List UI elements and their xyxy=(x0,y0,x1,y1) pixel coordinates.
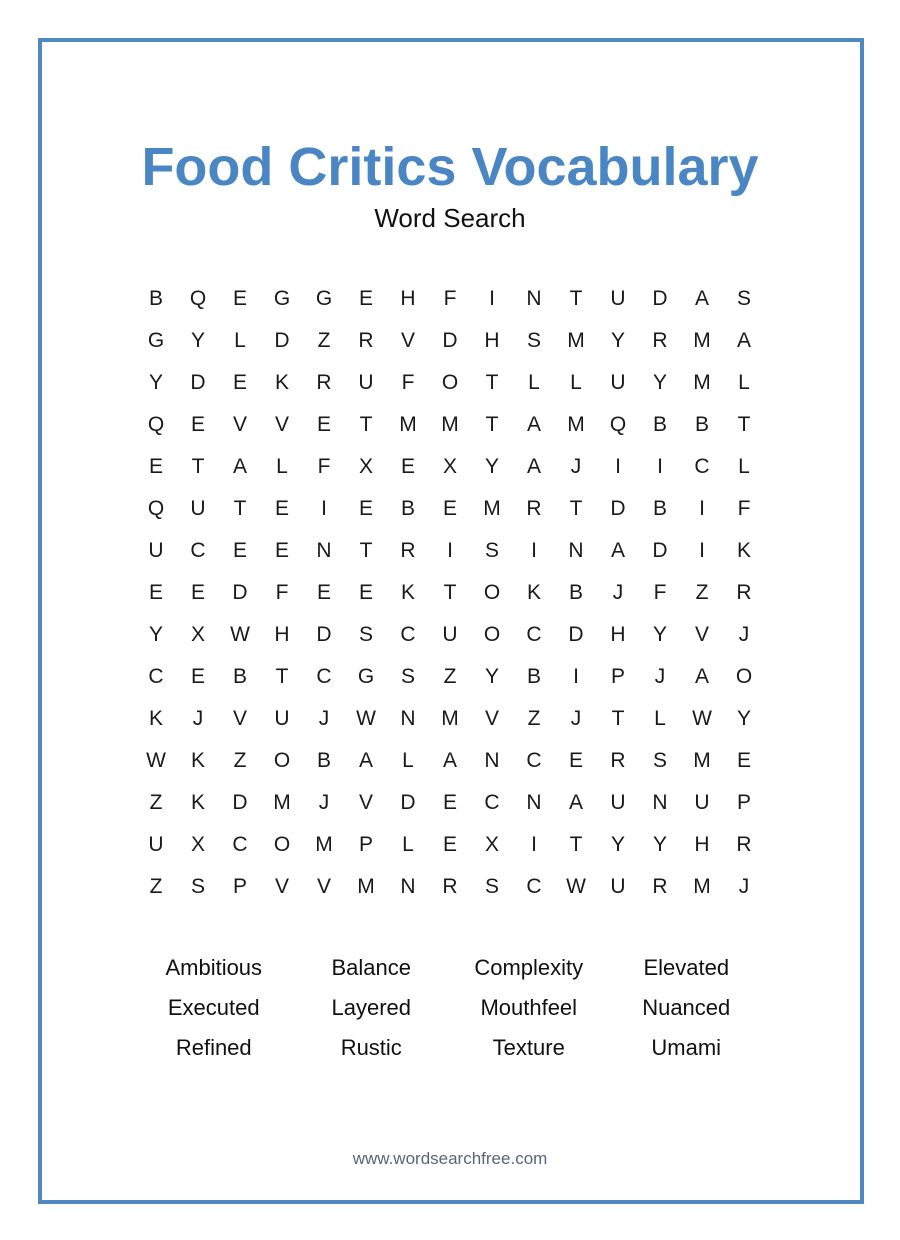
grid-letter: E xyxy=(316,581,331,604)
grid-letter: C xyxy=(316,665,332,688)
grid-letter: U xyxy=(610,287,626,310)
grid-letter: V xyxy=(358,791,373,814)
grid-letter: Y xyxy=(190,329,205,352)
grid-letter: R xyxy=(610,749,626,772)
grid-letter: V xyxy=(232,707,247,730)
grid-letter: K xyxy=(148,707,163,730)
grid-letter: A xyxy=(442,749,457,772)
grid-letter: I xyxy=(615,455,621,478)
grid-letter: X xyxy=(484,833,499,856)
grid-letter: E xyxy=(232,371,247,394)
grid-letter: A xyxy=(526,413,541,436)
grid-letter: K xyxy=(400,581,415,604)
grid-letter: T xyxy=(485,413,499,436)
grid-letter: M xyxy=(567,413,585,436)
grid-letter: V xyxy=(274,413,289,436)
grid-letter: N xyxy=(400,707,416,730)
grid-letter: N xyxy=(400,875,416,898)
grid-letter: M xyxy=(483,497,501,520)
grid-letter: E xyxy=(442,833,457,856)
grid-letter: E xyxy=(442,791,457,814)
grid-letter: J xyxy=(318,707,330,730)
grid-letter: N xyxy=(652,791,668,814)
grid-letter: T xyxy=(611,707,625,730)
grid-letter: V xyxy=(274,875,289,898)
grid-letter: Y xyxy=(652,833,667,856)
grid-letter: J xyxy=(570,707,582,730)
grid-letter: S xyxy=(652,749,667,772)
grid-letter: A xyxy=(526,455,541,478)
grid-letter: M xyxy=(273,791,291,814)
grid-letter: R xyxy=(526,497,542,520)
grid-letter: H xyxy=(274,623,290,646)
grid-letter: G xyxy=(357,665,375,688)
grid-letter: D xyxy=(190,371,206,394)
grid-letter: Z xyxy=(149,791,163,814)
grid-letter: L xyxy=(234,329,246,352)
grid-letter: L xyxy=(738,371,750,394)
grid-letter: J xyxy=(654,665,666,688)
grid-letter: T xyxy=(233,497,247,520)
grid-letter: Y xyxy=(736,707,751,730)
grid-letter: V xyxy=(316,875,331,898)
grid-letter: Z xyxy=(443,665,457,688)
grid-letter: S xyxy=(190,875,205,898)
grid-letter: M xyxy=(693,371,711,394)
grid-letter: B xyxy=(232,665,247,688)
grid-letter: K xyxy=(190,749,205,772)
word-list-item: Mouthfeel xyxy=(480,995,578,1020)
grid-letter: M xyxy=(357,875,375,898)
grid-letter: C xyxy=(484,791,500,814)
grid-letter: B xyxy=(400,497,415,520)
grid-letter: X xyxy=(358,455,373,478)
grid-letter: O xyxy=(273,749,291,772)
grid-letter: L xyxy=(276,455,288,478)
grid-letter: U xyxy=(274,707,290,730)
grid-letter: U xyxy=(610,875,626,898)
grid-letter: Y xyxy=(484,455,499,478)
grid-letter: E xyxy=(274,539,289,562)
grid-letter: C xyxy=(400,623,416,646)
grid-letter: Q xyxy=(189,287,207,310)
grid-letter: X xyxy=(190,833,205,856)
grid-letter: Q xyxy=(609,413,627,436)
grid-letter: J xyxy=(738,623,750,646)
grid-letter: L xyxy=(528,371,540,394)
grid-letter: C xyxy=(694,455,710,478)
grid-letter: B xyxy=(568,581,583,604)
grid-letter: B xyxy=(148,287,163,310)
grid-letter: C xyxy=(148,665,164,688)
grid-letter: I xyxy=(447,539,453,562)
grid-letter: B xyxy=(526,665,541,688)
grid-letter: E xyxy=(190,581,205,604)
grid-letter: V xyxy=(694,623,709,646)
grid-letter: E xyxy=(232,539,247,562)
grid-letter: M xyxy=(441,413,459,436)
grid-letter: M xyxy=(399,413,417,436)
grid-letter: Y xyxy=(148,371,163,394)
grid-letter: L xyxy=(402,833,414,856)
grid-letter: E xyxy=(568,749,583,772)
grid-letter: U xyxy=(358,371,374,394)
grid-letter: S xyxy=(736,287,751,310)
word-list-item: Ambitious xyxy=(165,955,263,980)
grid-letter: C xyxy=(526,749,542,772)
grid-letter: J xyxy=(612,581,624,604)
grid-letter: Y xyxy=(652,623,667,646)
grid-letter: O xyxy=(735,665,753,688)
grid-letter: T xyxy=(737,413,751,436)
grid-letter: E xyxy=(400,455,415,478)
grid-letter: W xyxy=(230,623,250,646)
grid-letter: D xyxy=(232,791,248,814)
grid-letter: U xyxy=(148,833,164,856)
grid-letter: I xyxy=(489,287,495,310)
grid-letter: E xyxy=(148,455,163,478)
grid-letter: I xyxy=(699,497,705,520)
grid-letter: E xyxy=(148,581,163,604)
grid-letter: H xyxy=(484,329,500,352)
grid-letter: W xyxy=(356,707,376,730)
word-list-item: Balance xyxy=(331,955,411,980)
grid-letter: T xyxy=(569,287,583,310)
grid-letter: T xyxy=(359,413,373,436)
grid-letter: Y xyxy=(610,329,625,352)
word-list-item: Umami xyxy=(651,1035,722,1060)
grid-letter: I xyxy=(657,455,663,478)
grid-letter: S xyxy=(484,539,499,562)
grid-letter: O xyxy=(483,623,501,646)
grid-letter: E xyxy=(358,287,373,310)
grid-letter: A xyxy=(694,665,709,688)
grid-letter: D xyxy=(568,623,584,646)
grid-letter: I xyxy=(321,497,327,520)
grid-letter: L xyxy=(738,455,750,478)
grid-letter: O xyxy=(273,833,291,856)
grid-letter: R xyxy=(736,581,752,604)
grid-letter: F xyxy=(737,497,751,520)
grid-letter: R xyxy=(736,833,752,856)
grid-letter: D xyxy=(274,329,290,352)
grid-letter: Q xyxy=(147,497,165,520)
grid-letter: C xyxy=(526,623,542,646)
grid-letter: J xyxy=(738,875,750,898)
grid-letter: I xyxy=(531,539,537,562)
grid-letter: M xyxy=(567,329,585,352)
grid-letter: S xyxy=(400,665,415,688)
grid-letter: M xyxy=(693,329,711,352)
grid-letter: Z xyxy=(149,875,163,898)
grid-letter: D xyxy=(400,791,416,814)
grid-letter: R xyxy=(652,329,668,352)
grid-letter: B xyxy=(652,413,667,436)
grid-letter: U xyxy=(190,497,206,520)
grid-letter: L xyxy=(570,371,582,394)
grid-letter: J xyxy=(192,707,204,730)
grid-letter: N xyxy=(316,539,332,562)
grid-letter: N xyxy=(484,749,500,772)
grid-letter: W xyxy=(146,749,166,772)
grid-letter: A xyxy=(232,455,247,478)
grid-letter: D xyxy=(232,581,248,604)
grid-letter: T xyxy=(485,371,499,394)
grid-letter: T xyxy=(569,833,583,856)
letter-grid xyxy=(135,278,765,908)
grid-letter: A xyxy=(358,749,373,772)
grid-letter: H xyxy=(400,287,416,310)
grid-letter: B xyxy=(652,497,667,520)
grid-letter: C xyxy=(232,833,248,856)
grid-letter: D xyxy=(442,329,458,352)
grid-letter: G xyxy=(315,287,333,310)
grid-letter: K xyxy=(526,581,541,604)
grid-letter: S xyxy=(526,329,541,352)
grid-letter: F xyxy=(443,287,457,310)
grid-letter: Y xyxy=(610,833,625,856)
grid-letter: H xyxy=(694,833,710,856)
grid-letter: F xyxy=(317,455,331,478)
word-list-item: Layered xyxy=(331,995,411,1020)
grid-letter: Z xyxy=(317,329,331,352)
grid-letter: V xyxy=(484,707,499,730)
grid-letter: N xyxy=(526,287,542,310)
grid-letter: M xyxy=(693,749,711,772)
grid-letter: U xyxy=(610,791,626,814)
grid-letter: H xyxy=(610,623,626,646)
grid-letter: Y xyxy=(484,665,499,688)
grid-letter: F xyxy=(653,581,667,604)
grid-letter: E xyxy=(190,413,205,436)
grid-letter: J xyxy=(570,455,582,478)
grid-letter: P xyxy=(358,833,373,856)
grid-letter: P xyxy=(736,791,751,814)
grid-letter: U xyxy=(442,623,458,646)
grid-letter: P xyxy=(610,665,625,688)
grid-letter: U xyxy=(610,371,626,394)
grid-letter: I xyxy=(699,539,705,562)
grid-letter: O xyxy=(441,371,459,394)
word-list-item: Executed xyxy=(167,995,260,1020)
word-list-item: Nuanced xyxy=(642,995,731,1020)
grid-letter: P xyxy=(232,875,247,898)
grid-letter: R xyxy=(442,875,458,898)
grid-letter: T xyxy=(443,581,457,604)
grid-letter: T xyxy=(275,665,289,688)
word-list-item: Refined xyxy=(175,1035,252,1060)
grid-letter: R xyxy=(652,875,668,898)
grid-letter: T xyxy=(191,455,205,478)
grid-letter: Y xyxy=(652,371,667,394)
grid-letter: D xyxy=(316,623,332,646)
grid-letter: Z xyxy=(233,749,247,772)
grid-letter: B xyxy=(694,413,709,436)
footer-url: www.wordsearchfree.com xyxy=(352,1149,548,1168)
grid-letter: A xyxy=(568,791,583,814)
grid-letter: E xyxy=(316,413,331,436)
grid-letter: S xyxy=(358,623,373,646)
grid-letter: K xyxy=(190,791,205,814)
word-list-item: Rustic xyxy=(340,1035,402,1060)
grid-letter: O xyxy=(483,581,501,604)
grid-letter: E xyxy=(358,497,373,520)
grid-letter: Z xyxy=(695,581,709,604)
grid-letter: E xyxy=(274,497,289,520)
grid-letter: M xyxy=(693,875,711,898)
grid-letter: Q xyxy=(147,413,165,436)
grid-letter: A xyxy=(694,287,709,310)
grid-letter: D xyxy=(610,497,626,520)
grid-letter: M xyxy=(315,833,333,856)
grid-letter: C xyxy=(526,875,542,898)
grid-letter: Y xyxy=(148,623,163,646)
grid-letter: K xyxy=(736,539,751,562)
grid-letter: D xyxy=(652,287,668,310)
grid-letter: N xyxy=(526,791,542,814)
grid-letter: T xyxy=(359,539,373,562)
grid-letter: F xyxy=(401,371,415,394)
grid-letter: L xyxy=(402,749,414,772)
grid-letter: F xyxy=(275,581,289,604)
grid-letter: G xyxy=(147,329,165,352)
grid-letter: G xyxy=(273,287,291,310)
grid-letter: W xyxy=(692,707,712,730)
grid-letter: T xyxy=(569,497,583,520)
grid-letter: E xyxy=(232,287,247,310)
puzzle-title: Food Critics Vocabulary xyxy=(141,137,759,197)
word-list xyxy=(135,948,765,1068)
grid-letter: B xyxy=(316,749,331,772)
grid-letter: A xyxy=(736,329,751,352)
word-list-item: Texture xyxy=(492,1035,565,1060)
grid-letter: N xyxy=(568,539,584,562)
grid-letter: E xyxy=(358,581,373,604)
grid-letter: R xyxy=(400,539,416,562)
grid-letter: V xyxy=(232,413,247,436)
grid-letter: R xyxy=(358,329,374,352)
grid-letter: I xyxy=(531,833,537,856)
grid-letter: J xyxy=(318,791,330,814)
grid-letter: V xyxy=(400,329,415,352)
grid-letter: X xyxy=(442,455,457,478)
grid-letter: M xyxy=(441,707,459,730)
grid-letter: I xyxy=(573,665,579,688)
grid-letter: W xyxy=(566,875,586,898)
word-list-item: Elevated xyxy=(643,955,730,980)
grid-letter: Z xyxy=(527,707,541,730)
grid-letter: A xyxy=(610,539,625,562)
grid-letter: U xyxy=(694,791,710,814)
grid-letter: E xyxy=(190,665,205,688)
grid-letter: S xyxy=(484,875,499,898)
grid-letter: C xyxy=(190,539,206,562)
grid-letter: U xyxy=(148,539,164,562)
puzzle-subtitle: Word Search xyxy=(374,203,526,233)
grid-letter: R xyxy=(316,371,332,394)
grid-letter: D xyxy=(652,539,668,562)
grid-letter: K xyxy=(274,371,289,394)
grid-letter: E xyxy=(736,749,751,772)
grid-letter: E xyxy=(442,497,457,520)
word-list-item: Complexity xyxy=(474,955,584,980)
grid-letter: L xyxy=(654,707,666,730)
grid-letter: X xyxy=(190,623,205,646)
